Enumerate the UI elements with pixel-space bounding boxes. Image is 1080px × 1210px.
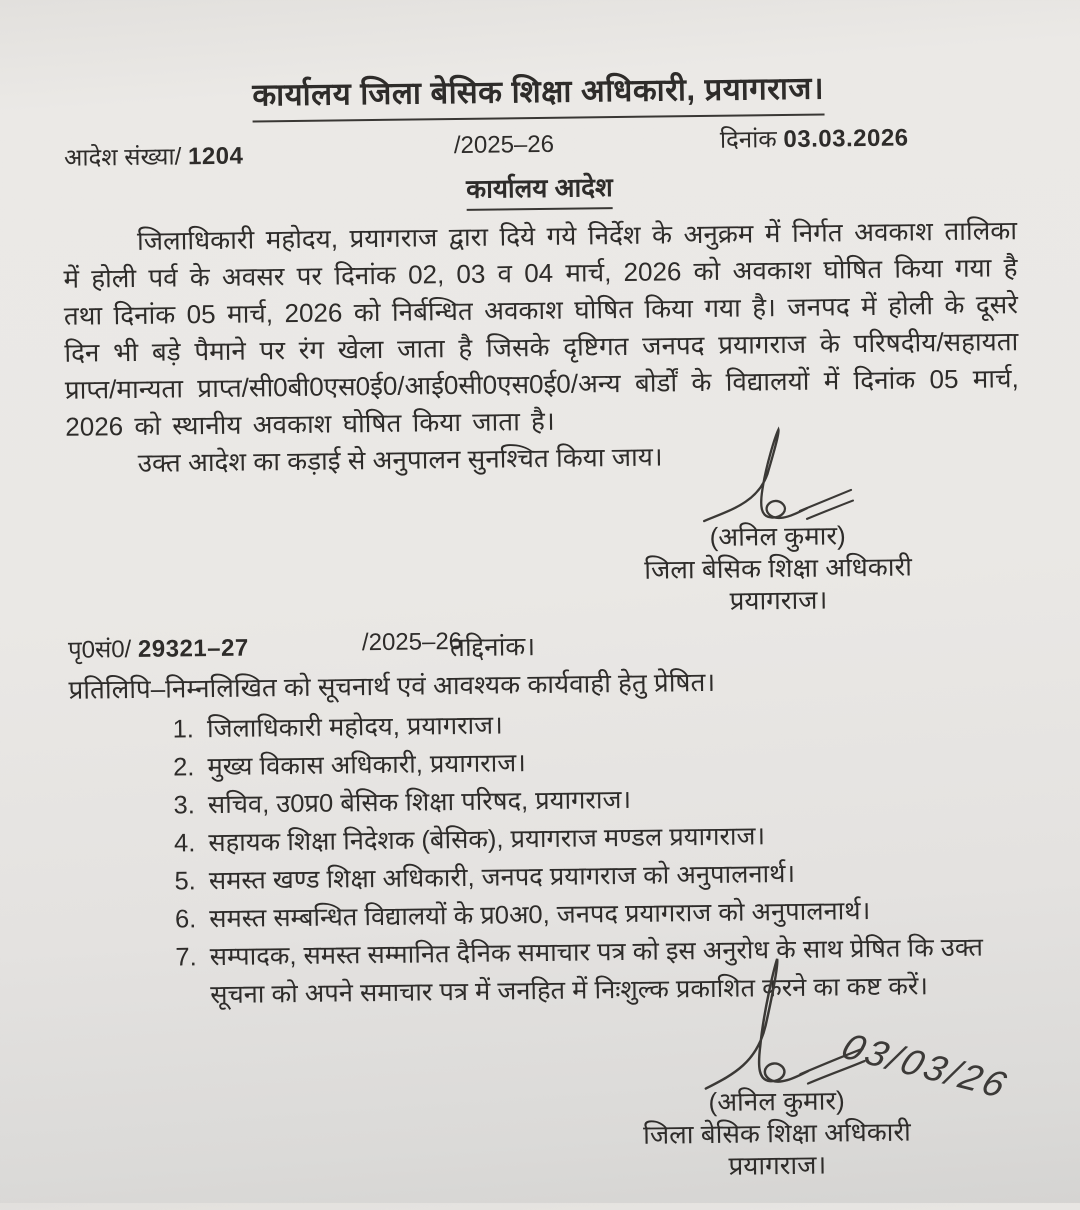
order-subtitle: कार्यालय आदेश bbox=[466, 168, 613, 211]
reference-number-value: 29321–27 bbox=[137, 634, 249, 663]
reference-same-date: तद्दिनांक। bbox=[449, 631, 536, 663]
reference-number-group bbox=[68, 631, 249, 666]
signatory-place: प्रयागराज। bbox=[729, 584, 828, 616]
order-body-paragraph: जिलाधिकारी महोदय, प्रयागराज द्वारा दिये गये निर्देश के अनुक्रम में निर्गत अवकाश तालिका में होली पर्व के अवसर पर दिनांक 02, 03 व 04 मार्च, 2026 को अवकाश घोषित किया गया है तथा दिनांक 05 मार्च, 2026 को निर्बन्धित अवकाश घोषित किया गया है। जनपद में होली के दूसरे दिन भी बड़े पैमाने पर रंग खेला जाता है जिसके दृष्टिगत जनपद प्रयागराज के परिषदीय/सहायता प्राप्त/मान्यता प्राप्त/सी0बी0एस0ई0/आई0सी0एस0ई0/अन्य बोर्डों के विद्यालयों में दिनांक 05 मार्च, 2026 को स्थानीय अवकाश घोषित किया जाता है। bbox=[63, 215, 1019, 442]
reference-label: पृ0सं0/ bbox=[67, 636, 132, 664]
signatory-name: (अनिल कुमार) bbox=[709, 520, 846, 552]
signature-scribble-icon bbox=[675, 954, 876, 1098]
signatory-designation: जिला बेसिक शिक्षा अधिकारी bbox=[644, 551, 913, 585]
order-date-label: दिनांक bbox=[719, 126, 777, 154]
copy-forward-line: प्रतिलिपि–निम्नलिखित को सूचनार्थ एवं आवश्यक कार्यवाही हेतु प्रेषित। bbox=[68, 666, 716, 705]
order-number-value: 1204 bbox=[187, 142, 244, 171]
signatory-designation: जिला बेसिक शिक्षा अधिकारी bbox=[642, 1116, 911, 1150]
order-number-label: आदेश संख्या/ bbox=[63, 143, 182, 172]
recipient-item: 5. समस्त खण्ड शिक्षा अधिकारी, जनपद प्रयागराज को अनुपालनार्थ। bbox=[203, 852, 1025, 900]
order-session: /2025–26 bbox=[453, 130, 555, 160]
reference-session: /2025–26 bbox=[361, 627, 463, 657]
recipient-item: 4. सहायक शिक्षा निदेशक (बेसिक), प्रयागराज मण्डल प्रयागराज। bbox=[202, 814, 1024, 862]
recipient-item: 2. मुख्य विकास अधिकारी, प्रयागराज। bbox=[201, 738, 1023, 786]
order-number-group bbox=[64, 139, 244, 174]
recipient-item: 7. सम्पादक, समस्त सम्मानित दैनिक समाचार पत्र को इस अनुरोध के साथ प्रेषित कि उक्त सूचना को अपने समाचार पत्र में जनहित में निःशुल्क प्रकाशित करने का कष्ट करें। bbox=[204, 928, 1027, 1014]
recipient-item: 3. सचिव, उ0प्र0 बेसिक शिक्षा परिषद, प्रयागराज। bbox=[202, 776, 1024, 824]
order-date-group bbox=[720, 120, 909, 155]
signatory-place: प्रयागराज। bbox=[728, 1149, 827, 1181]
signature-block-bottom bbox=[560, 953, 1015, 1184]
signatory-name: (अनिल कुमार) bbox=[708, 1085, 845, 1117]
recipient-item: 1. जिलाधिकारी महोदय, प्रयागराज। bbox=[201, 700, 1023, 748]
order-date-value: 03.03.2026 bbox=[783, 124, 909, 153]
office-header bbox=[61, 64, 1016, 125]
signature-scribble-icon bbox=[692, 425, 862, 529]
compliance-line: उक्त आदेश का कड़ाई से अनुपालन सुनश्चित किया जाय। bbox=[137, 441, 663, 478]
office-title: कार्यालय जिला बेसिक शिक्षा अधिकारी, प्रयागराज। bbox=[252, 67, 824, 123]
recipient-item: 6. समस्त सम्बन्धित विद्यालयों के प्र0अ0, जनपद प्रयागराज को अनुपालनार्थ। bbox=[203, 890, 1025, 938]
signature-block-top bbox=[591, 424, 963, 619]
handwritten-date: 03/03/26 bbox=[836, 1025, 1015, 1106]
